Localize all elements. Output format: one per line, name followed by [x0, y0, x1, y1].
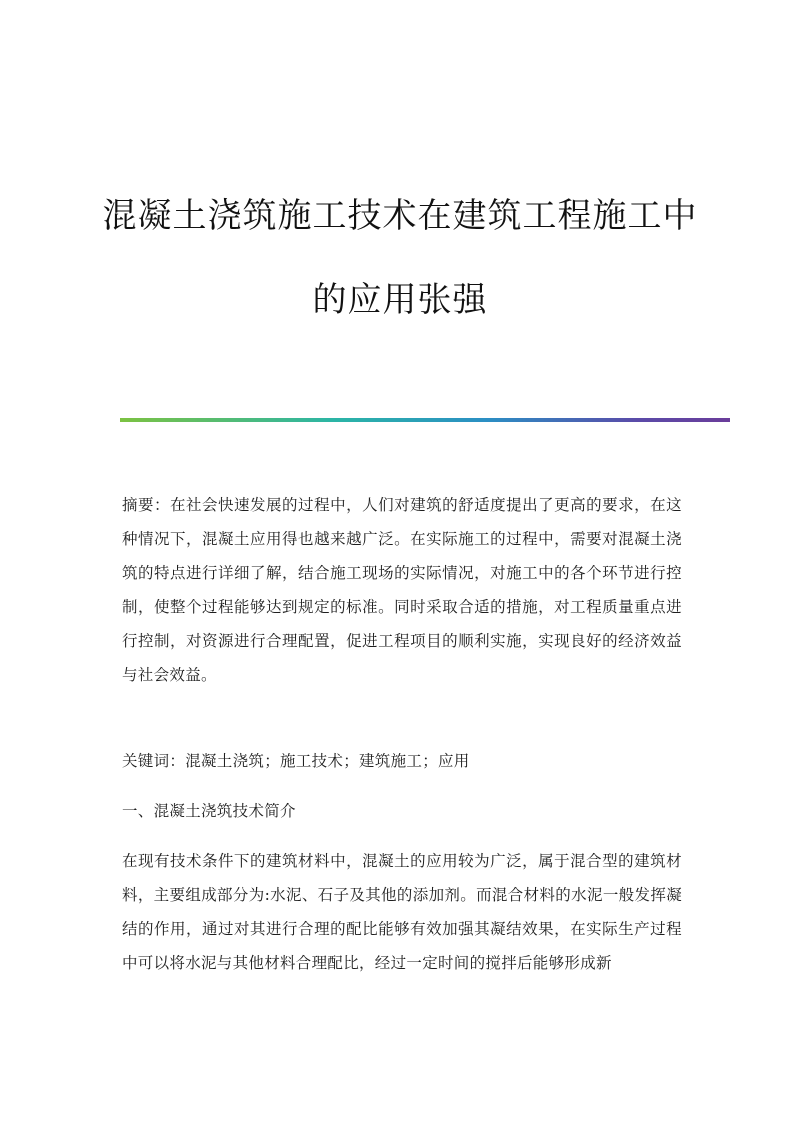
document-title-line-1: 混凝土浇筑施工技术在建筑工程施工中: [102, 196, 698, 236]
section-heading: 一、混凝土浇筑技术简介: [122, 802, 296, 820]
abstract-paragraph: 摘要：在社会快速发展的过程中，人们对建筑的舒适度提出了更高的要求，在这种情况下，混凝土应用得也越来越广泛。在实际施工的过程中，需要对混凝土浇筑的特点进行详细了解，结合施工现场的实际情况，对施工中的各个环节进行控制，使整个过程能够达到规定的标准。同时采取合适的措施，对工程质量重点进行控制，对资源进行合理配置，促进工程项目的顺利实施，实现良好的经济效益与社会效益。: [122, 496, 682, 684]
gradient-divider: [120, 418, 730, 422]
section-body-paragraph: 在现有技术条件下的建筑材料中，混凝土的应用较为广泛，属于混合型的建筑材料，主要组成部分为:水泥、石子及其他的添加剂。而混合材料的水泥一般发挥凝结的作用，通过对其进行合理的配比能够有效加强其凝结效果，在实际生产过程中可以将水泥与其他材料合理配比，经过一定时间的搅拌后能够形成新: [122, 852, 682, 972]
document-title-line-2: 的应用张强: [312, 280, 488, 320]
keywords-line: 关键词：混凝土浇筑；施工技术；建筑施工；应用: [122, 752, 470, 770]
